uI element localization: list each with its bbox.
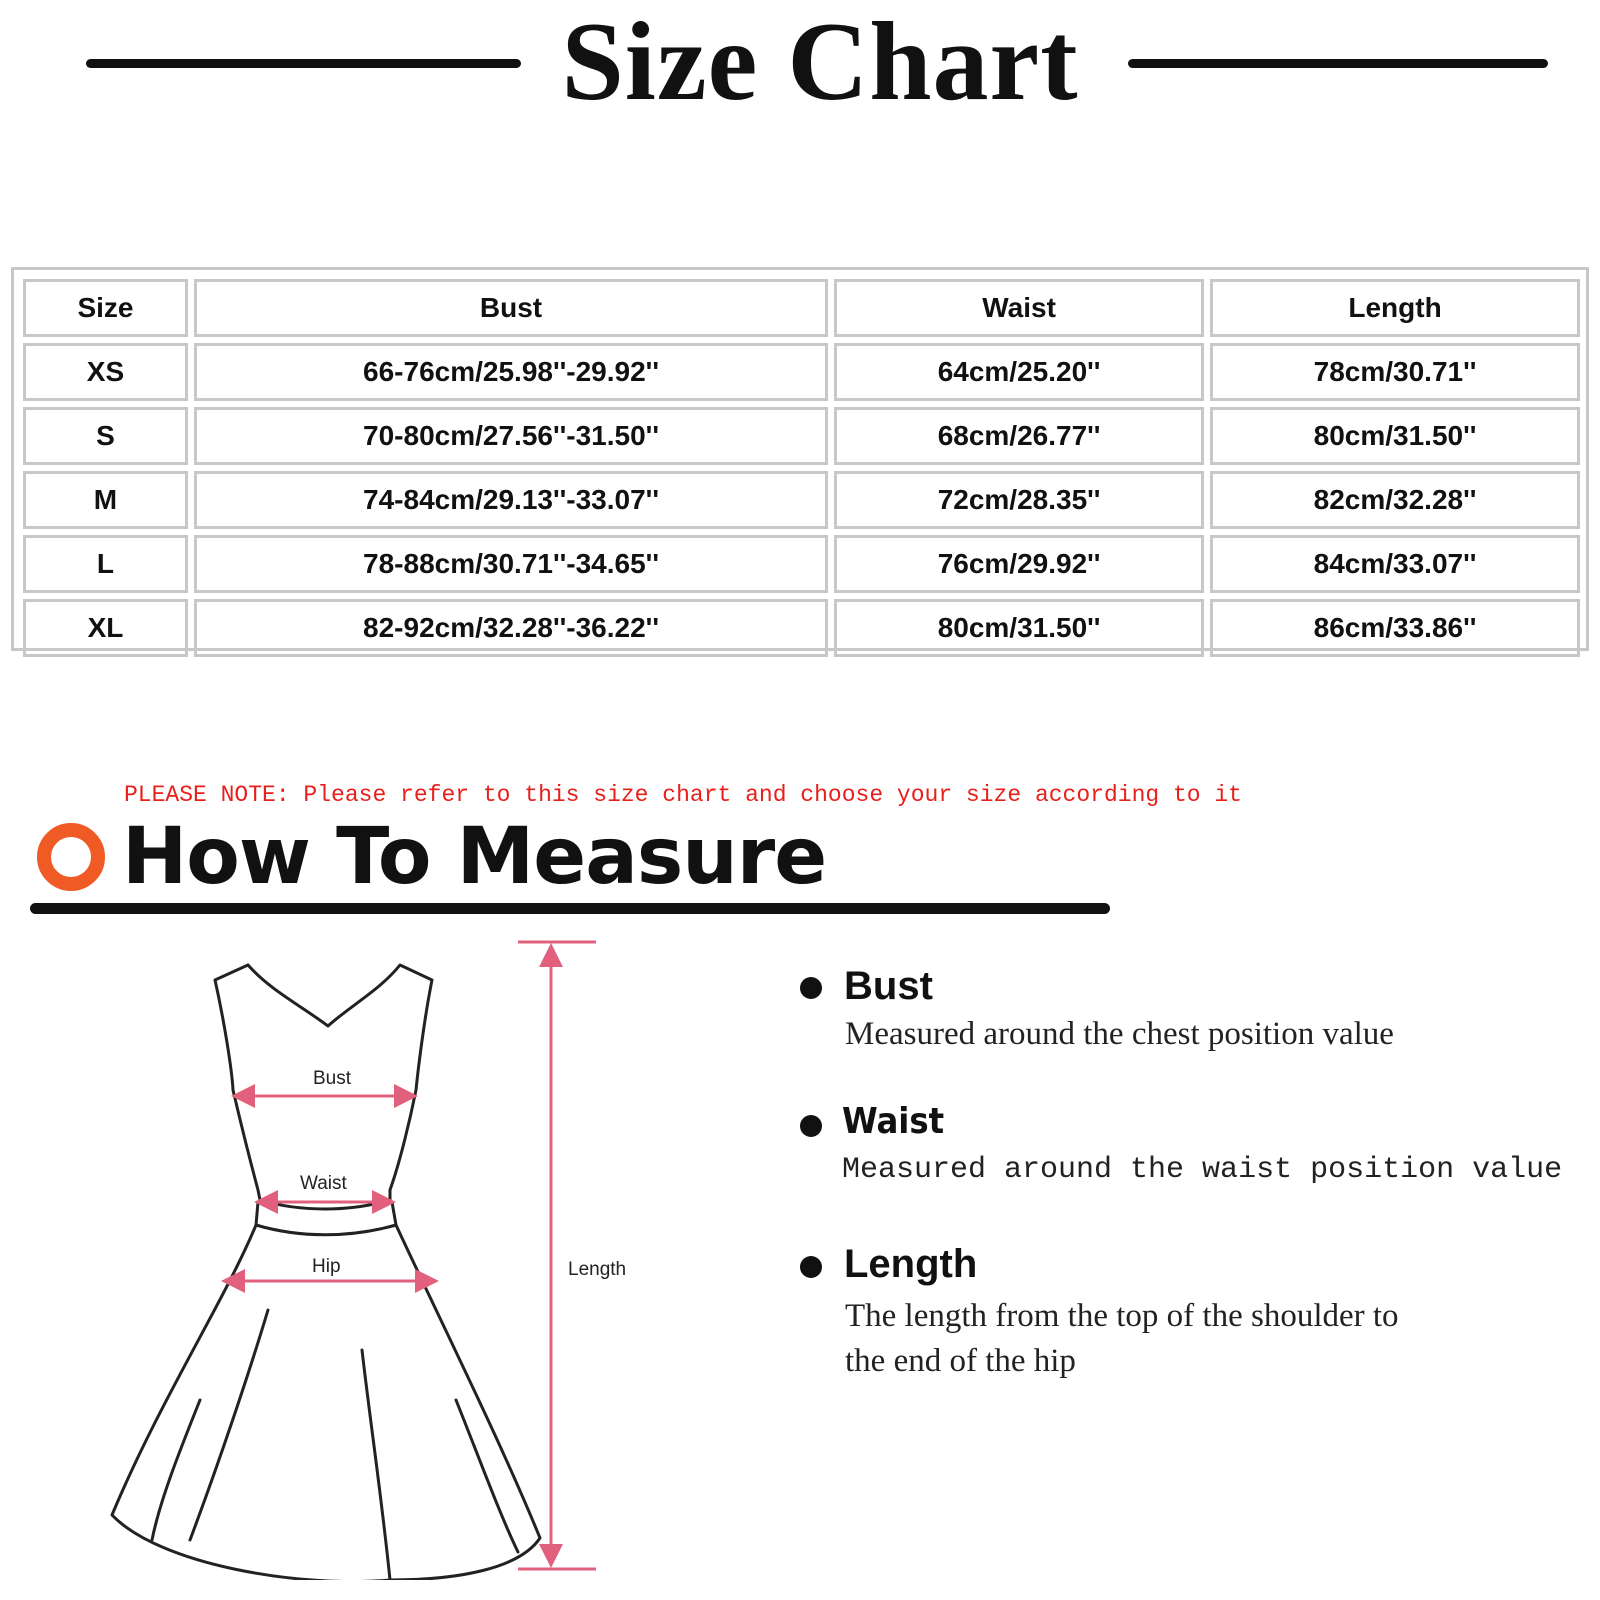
size-table xyxy=(17,273,1586,663)
column-header-waist: Waist xyxy=(834,279,1204,337)
term-length: Length xyxy=(844,1242,978,1286)
column-header-length: Length xyxy=(1210,279,1580,337)
cell-waist: 68cm/26.77'' xyxy=(834,407,1204,465)
desc-length-line2: the end of the hip xyxy=(845,1343,1076,1379)
term-waist: Waist xyxy=(842,1101,945,1142)
title-rule-left xyxy=(86,59,521,68)
orange-ring-icon xyxy=(37,823,105,891)
desc-waist: Measured around the waist position value xyxy=(842,1153,1563,1187)
size-table-frame xyxy=(11,267,1589,651)
cell-waist: 72cm/28.35'' xyxy=(834,471,1204,529)
cell-size: S xyxy=(23,407,188,465)
bullet-icon xyxy=(800,1256,822,1278)
cell-bust: 74-84cm/29.13''-33.07'' xyxy=(194,471,828,529)
cell-bust: 82-92cm/32.28''-36.22'' xyxy=(194,599,828,657)
how-to-measure-rule xyxy=(30,903,1110,914)
bullet-icon xyxy=(800,1115,822,1137)
table-row xyxy=(23,343,1580,401)
how-to-measure-title: How To Measure xyxy=(122,812,827,902)
table-row xyxy=(23,599,1580,657)
dress-diagram xyxy=(100,940,640,1580)
table-row xyxy=(23,535,1580,593)
table-header-row xyxy=(23,279,1580,337)
cell-bust: 78-88cm/30.71''-34.65'' xyxy=(194,535,828,593)
diagram-label-waist: Waist xyxy=(300,1173,347,1194)
desc-bust: Measured around the chest position value xyxy=(845,1016,1394,1052)
table-row xyxy=(23,407,1580,465)
cell-length: 86cm/33.86'' xyxy=(1210,599,1580,657)
column-header-size: Size xyxy=(23,279,188,337)
diagram-label-bust: Bust xyxy=(313,1068,352,1089)
cell-waist: 80cm/31.50'' xyxy=(834,599,1204,657)
title-rule-right xyxy=(1128,59,1548,68)
table-row xyxy=(23,471,1580,529)
cell-length: 80cm/31.50'' xyxy=(1210,407,1580,465)
term-bust: Bust xyxy=(844,964,933,1008)
size-note: PLEASE NOTE: Please refer to this size chart and choose your size according to it xyxy=(124,782,1242,808)
cell-size: L xyxy=(23,535,188,593)
cell-waist: 64cm/25.20'' xyxy=(834,343,1204,401)
desc-length-line1: The length from the top of the shoulder to xyxy=(845,1298,1399,1334)
diagram-label-hip: Hip xyxy=(312,1256,341,1277)
cell-bust: 70-80cm/27.56''-31.50'' xyxy=(194,407,828,465)
cell-size: M xyxy=(23,471,188,529)
page-title: Size Chart xyxy=(561,0,1079,124)
bullet-icon xyxy=(800,977,822,999)
cell-size: XS xyxy=(23,343,188,401)
cell-length: 78cm/30.71'' xyxy=(1210,343,1580,401)
cell-waist: 76cm/29.92'' xyxy=(834,535,1204,593)
diagram-label-length: Length xyxy=(568,1259,627,1280)
size-chart-header xyxy=(0,0,1600,130)
cell-size: XL xyxy=(23,599,188,657)
column-header-bust: Bust xyxy=(194,279,828,337)
cell-bust: 66-76cm/25.98''-29.92'' xyxy=(194,343,828,401)
cell-length: 84cm/33.07'' xyxy=(1210,535,1580,593)
cell-length: 82cm/32.28'' xyxy=(1210,471,1580,529)
